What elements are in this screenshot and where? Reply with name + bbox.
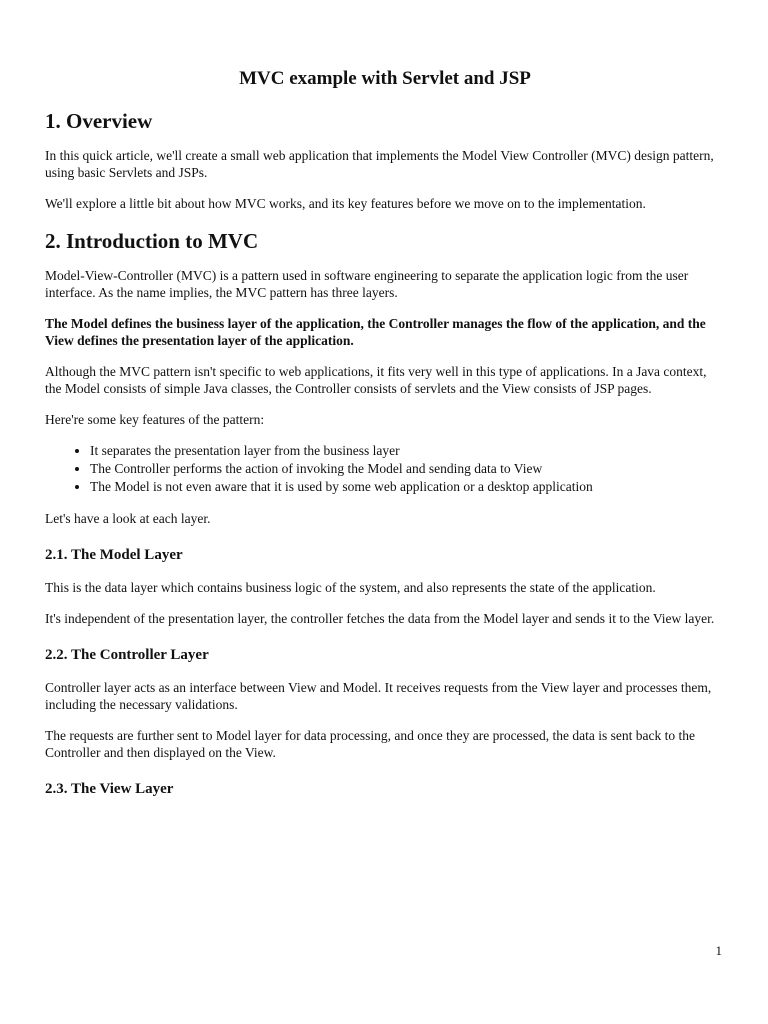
intro-paragraph-4: Here're some key features of the pattern: xyxy=(45,412,265,427)
page-number: 1 xyxy=(715,943,722,958)
features-list xyxy=(45,442,725,496)
document-title: MVC example with Servlet and JSP xyxy=(239,68,531,89)
intro-paragraph-5: Let's have a look at each layer. xyxy=(45,511,211,526)
list-item: • The Model is not even aware that it is used by some web application or a desktop application xyxy=(90,478,725,496)
list-item: • The Controller performs the action of invoking the Model and sending data to View xyxy=(90,460,725,478)
intro-paragraph-3: Although the MVC pattern isn't specific to web applications, it fits very well in this type of applications. In a Java context, the Model consists of simple Java classes, the Controller consists of servlets and the View consists of JSP pages. xyxy=(45,364,707,396)
model-paragraph-1: This is the data layer which contains business logic of the system, and also represents the state of the application. xyxy=(45,580,656,595)
overview-paragraph-2: We'll explore a little bit about how MVC works, and its key features before we move on to the implementation. xyxy=(45,196,646,211)
heading-model-layer: 2.1. The Model Layer xyxy=(45,547,183,563)
controller-paragraph-2: The requests are further sent to Model layer for data processing, and once they are processed, the data is sent back to the Controller and then displayed on the View. xyxy=(45,728,696,760)
controller-paragraph-1: Controller layer acts as an interface between View and Model. It receives requests from the View layer and processes them, including the necessary validations. xyxy=(45,680,712,712)
heading-controller-layer: 2.2. The Controller Layer xyxy=(45,647,209,663)
heading-view-layer: 2.3. The View Layer xyxy=(45,781,174,797)
overview-paragraph-1: In this quick article, we'll create a small web application that implements the Model View Controller (MVC) design pattern, using basic Servlets and JSPs. xyxy=(45,148,714,180)
intro-paragraph-1: Model-View-Controller (MVC) is a pattern used in software engineering to separate the application logic from the user interface. As the name implies, the MVC pattern has three layers. xyxy=(45,268,689,300)
heading-introduction: 2. Introduction to MVC xyxy=(45,229,259,253)
intro-paragraph-bold: The Model defines the business layer of the application, the Controller manages the flow of the application, and the View defines the presentation layer of the application. xyxy=(45,316,706,348)
heading-overview: 1. Overview xyxy=(45,109,153,133)
page-content xyxy=(45,66,725,799)
list-item: • It separates the presentation layer from the business layer xyxy=(90,442,725,460)
model-paragraph-2: It's independent of the presentation layer, the controller fetches the data from the Model layer and sends it to the View layer. xyxy=(45,611,715,626)
